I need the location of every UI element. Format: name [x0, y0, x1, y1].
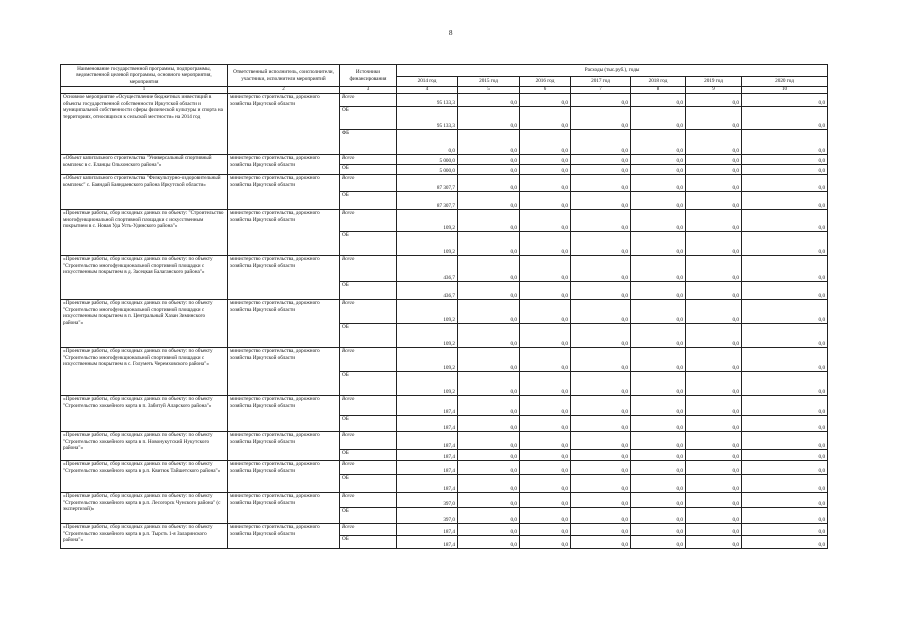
row-value: 0,0 [742, 450, 828, 461]
header-year: 2018 год [631, 77, 686, 87]
row-value: 0,0 [571, 396, 631, 416]
row-value: 0,0 [742, 524, 828, 536]
row-value: 0,0 [458, 416, 520, 432]
row-value: 0,0 [686, 493, 742, 508]
row-source: ОБ [340, 107, 397, 130]
row-value: 0,0 [686, 324, 742, 348]
row-value: 0,0 [631, 94, 686, 107]
column-number: 2 [228, 87, 340, 94]
row-value: 5 000,0 [397, 165, 458, 175]
row-value: 0,0 [520, 155, 571, 165]
row-value: 0,0 [631, 372, 686, 396]
row-value: 0,0 [520, 300, 571, 324]
row-value: 0,0 [631, 192, 686, 210]
header-year: 2016 год [520, 77, 571, 87]
row-value: 0,0 [742, 475, 828, 493]
row-value: 0,0 [686, 416, 742, 432]
row-value: 0,0 [458, 210, 520, 232]
row-value: 0,0 [520, 372, 571, 396]
row-value: 0,0 [742, 396, 828, 416]
row-value: 0,0 [631, 461, 686, 475]
row-value: 0,0 [742, 165, 828, 175]
header-year: 2014 год [397, 77, 458, 87]
row-value: 0,0 [631, 524, 686, 536]
row-value: 0,0 [742, 508, 828, 524]
row-value: 0,0 [458, 493, 520, 508]
column-number: 6 [520, 87, 571, 94]
row-value: 0,0 [520, 475, 571, 493]
row-value: 0,0 [631, 396, 686, 416]
row-value: 95 133,3 [397, 107, 458, 130]
row-value: 0,0 [520, 282, 571, 300]
table-row [61, 300, 828, 324]
column-number: 1 [61, 87, 228, 94]
row-value: 0,0 [571, 536, 631, 549]
row-source: Всего [340, 524, 397, 536]
row-value: 109,2 [397, 232, 458, 256]
row-value: 0,0 [571, 475, 631, 493]
header-source: Источники финансирования [340, 65, 397, 87]
row-value: 397,0 [397, 493, 458, 508]
row-name: «Объект капитального строительства "Физкультурно-оздоровительный комплекс" с. Баяндай Баяндаевского района Иркутской области» [61, 175, 228, 210]
row-value: 0,0 [458, 130, 520, 155]
row-value: 0,0 [742, 282, 828, 300]
row-value: 0,0 [631, 256, 686, 282]
row-value: 0,0 [571, 107, 631, 130]
row-value: 109,2 [397, 300, 458, 324]
row-value: 0,0 [631, 107, 686, 130]
row-value: 0,0 [686, 282, 742, 300]
row-value: 0,0 [631, 130, 686, 155]
row-value: 0,0 [742, 155, 828, 165]
row-value: 0,0 [742, 324, 828, 348]
row-value: 0,0 [631, 324, 686, 348]
row-source: Всего [340, 210, 397, 232]
row-value: 0,0 [631, 508, 686, 524]
row-value: 0,0 [458, 372, 520, 396]
column-number: 4 [397, 87, 458, 94]
column-number: 9 [686, 87, 742, 94]
row-value: 0,0 [742, 130, 828, 155]
row-executor: министерство строительства, дорожного хозяйства Иркутской области [228, 432, 340, 461]
row-value: 0,0 [520, 130, 571, 155]
row-value: 0,0 [571, 416, 631, 432]
row-name: «Проектные работы, сбор исходных данных по объекту: по объекту "Строительство многофункциональной спортивной площадки с искусственным покрытием в п. Центральный Хазан Зиминского района"» [61, 300, 228, 348]
row-source: Всего [340, 175, 397, 192]
row-source: ОБ [340, 372, 397, 396]
row-executor: министерство строительства, дорожного хозяйства Иркутской области [228, 300, 340, 348]
row-value: 0,0 [742, 416, 828, 432]
column-number: 3 [340, 87, 397, 94]
row-executor: министерство строительства, дорожного хозяйства Иркутской области [228, 348, 340, 396]
row-value: 0,0 [742, 256, 828, 282]
row-value: 0,0 [458, 94, 520, 107]
row-executor: министерство строительства, дорожного хозяйства Иркутской области [228, 175, 340, 210]
row-value: 0,0 [742, 348, 828, 372]
row-value: 0,0 [742, 94, 828, 107]
row-value: 0,0 [458, 524, 520, 536]
row-value: 0,0 [686, 232, 742, 256]
row-executor: министерство строительства, дорожного хозяйства Иркутской области [228, 210, 340, 256]
row-value: 0,0 [458, 155, 520, 165]
row-name: «Проектные работы, сбор исходных данных по объекту: по объекту "Строительство хоккейного корта в р.п. Лесогорск Чунского района" (с экспертизой)» [61, 493, 228, 524]
row-value: 0,0 [631, 493, 686, 508]
table-row [61, 432, 828, 450]
row-value: 0,0 [458, 508, 520, 524]
row-value: 0,0 [571, 324, 631, 348]
row-value: 187,4 [397, 416, 458, 432]
row-value: 0,0 [631, 155, 686, 165]
row-value: 0,0 [631, 232, 686, 256]
row-value: 0,0 [397, 130, 458, 155]
row-source: ОБ [340, 416, 397, 432]
row-value: 0,0 [571, 165, 631, 175]
row-value: 0,0 [571, 282, 631, 300]
row-value: 0,0 [686, 175, 742, 192]
table-row [61, 461, 828, 475]
row-value: 0,0 [458, 300, 520, 324]
row-value: 0,0 [742, 192, 828, 210]
row-value: 0,0 [458, 232, 520, 256]
row-value: 0,0 [631, 536, 686, 549]
row-name: «Проектные работы, сбор исходных данных по объекту: по объекту "Строительство хоккейного корта в р.п. Квитюк Тайшетского района"» [61, 461, 228, 493]
row-value: 109,2 [397, 348, 458, 372]
row-executor: министерство строительства, дорожного хозяйства Иркутской области [228, 524, 340, 549]
row-value: 0,0 [458, 461, 520, 475]
table-row [61, 175, 828, 192]
row-value: 87 307,7 [397, 192, 458, 210]
row-value: 0,0 [686, 348, 742, 372]
row-source: ФБ [340, 130, 397, 155]
row-value: 0,0 [520, 493, 571, 508]
header-year: 2020 год [742, 77, 828, 87]
row-value: 0,0 [742, 107, 828, 130]
row-value: 0,0 [571, 300, 631, 324]
row-value: 0,0 [520, 94, 571, 107]
row-value: 0,0 [520, 107, 571, 130]
row-value: 0,0 [520, 165, 571, 175]
row-value: 109,2 [397, 324, 458, 348]
row-value: 187,4 [397, 524, 458, 536]
row-value: 0,0 [520, 432, 571, 450]
row-executor: министерство строительства, дорожного хозяйства Иркутской области [228, 155, 340, 175]
row-value: 0,0 [571, 155, 631, 165]
row-executor: министерство строительства, дорожного хозяйства Иркутской области [228, 256, 340, 300]
row-value: 187,4 [397, 396, 458, 416]
table-row [61, 396, 828, 416]
table-row [61, 256, 828, 282]
row-value: 95 133,3 [397, 94, 458, 107]
row-name: «Объект капитального строительства "Универсальный спортивный комплекс в с. Еланцы Ольхонского района"» [61, 155, 228, 175]
row-value: 0,0 [571, 372, 631, 396]
row-value: 0,0 [571, 256, 631, 282]
row-value: 0,0 [458, 348, 520, 372]
row-value: 0,0 [686, 450, 742, 461]
row-value: 0,0 [458, 396, 520, 416]
row-value: 0,0 [631, 175, 686, 192]
row-source: Всего [340, 94, 397, 107]
row-value: 109,2 [397, 372, 458, 396]
row-value: 0,0 [458, 282, 520, 300]
row-value: 0,0 [520, 461, 571, 475]
row-name: «Проектные работы, сбор исходных данных по объекту: по объекту "Строительство хоккейного корта в п. Новонукутский Нукутского района"» [61, 432, 228, 461]
row-source: ОБ [340, 192, 397, 210]
row-value: 187,4 [397, 450, 458, 461]
row-name: «Проектные работы, сбор исходных данных по объекту: по объекту "Строительство хоккейного корта в п. Забитуй Аларского района"» [61, 396, 228, 432]
row-source: ОБ [340, 282, 397, 300]
row-value: 0,0 [458, 432, 520, 450]
row-value: 0,0 [520, 256, 571, 282]
column-number: 10 [742, 87, 828, 94]
row-value: 0,0 [742, 432, 828, 450]
row-value: 0,0 [458, 536, 520, 549]
row-value: 0,0 [631, 416, 686, 432]
row-value: 0,0 [571, 130, 631, 155]
row-name: «Проектные работы, сбор исходных данных по объекту: по объекту "Строительство многофункциональной спортивной площадки с искусственным покрытием в с. Голуметь Черемховского района"» [61, 348, 228, 396]
row-value: 0,0 [571, 210, 631, 232]
row-source: Всего [340, 348, 397, 372]
row-name: Основное мероприятие «Осуществление бюджетных инвестиций в объекты государственной собственности Иркутской области и муниципальной собственности сферы физической культуры и спорта на территориях, относящихся к сельской местности» на 2014 год [61, 94, 228, 155]
row-value: 0,0 [686, 155, 742, 165]
row-value: 0,0 [686, 210, 742, 232]
row-source: Всего [340, 300, 397, 324]
row-source: ОБ [340, 450, 397, 461]
row-value: 0,0 [686, 107, 742, 130]
row-value: 187,4 [397, 536, 458, 549]
row-value: 0,0 [520, 175, 571, 192]
row-value: 0,0 [571, 94, 631, 107]
table-header [61, 65, 828, 94]
column-number: 7 [571, 87, 631, 94]
row-value: 0,0 [520, 416, 571, 432]
table-row [61, 210, 828, 232]
row-value: 0,0 [742, 232, 828, 256]
header-name: Наименование государственной программы, подпрограммы, ведомственной целевой программы, основного мероприятия, мероприятия [61, 65, 228, 87]
row-source: ОБ [340, 324, 397, 348]
row-value: 0,0 [571, 175, 631, 192]
row-value: 187,4 [397, 432, 458, 450]
table-row [61, 493, 828, 508]
header-executor: Ответственный исполнитель, соисполнители, участники, исполнители мероприятий [228, 65, 340, 87]
row-value: 0,0 [631, 475, 686, 493]
row-value: 0,0 [571, 450, 631, 461]
row-value: 0,0 [686, 461, 742, 475]
row-value: 0,0 [571, 232, 631, 256]
row-value: 0,0 [458, 107, 520, 130]
row-name: «Проектные работы, сбор исходных данных по объекту: по объекту "Строительство многофункциональной спортивной площадки с искусственным покрытием в д. Засецкая Балаганского района"» [61, 256, 228, 300]
row-value: 0,0 [686, 192, 742, 210]
row-value: 397,0 [397, 508, 458, 524]
header-year: 2017 год [571, 77, 631, 87]
row-value: 0,0 [520, 450, 571, 461]
row-value: 0,0 [686, 396, 742, 416]
row-value: 0,0 [686, 130, 742, 155]
row-source: ОБ [340, 475, 397, 493]
row-executor: министерство строительства, дорожного хозяйства Иркутской области [228, 493, 340, 524]
row-executor: министерство строительства, дорожного хозяйства Иркутской области [228, 461, 340, 493]
row-value: 0,0 [631, 450, 686, 461]
row-value: 0,0 [571, 461, 631, 475]
column-number: 8 [631, 87, 686, 94]
row-value: 0,0 [520, 348, 571, 372]
row-value: 0,0 [631, 165, 686, 175]
row-executor: министерство строительства, дорожного хозяйства Иркутской области [228, 94, 340, 155]
header-year: 2015 год [458, 77, 520, 87]
row-value: 0,0 [458, 175, 520, 192]
row-value: 0,0 [571, 493, 631, 508]
row-value: 0,0 [742, 372, 828, 396]
row-executor: министерство строительства, дорожного хозяйства Иркутской области [228, 396, 340, 432]
row-value: 0,0 [742, 461, 828, 475]
row-value: 0,0 [520, 324, 571, 348]
row-value: 0,0 [631, 282, 686, 300]
row-value: 0,0 [571, 432, 631, 450]
row-value: 0,0 [742, 300, 828, 324]
row-name: «Проектные работы, сбор исходных данных по объекту: по объекту "Строительство хоккейного корта в р.п. Тырсть 1-я Заларинского района"» [61, 524, 228, 549]
table-body [61, 94, 828, 549]
row-value: 0,0 [686, 508, 742, 524]
row-value: 0,0 [520, 192, 571, 210]
row-value: 109,2 [397, 210, 458, 232]
row-source: Всего [340, 432, 397, 450]
row-source: Всего [340, 396, 397, 416]
row-value: 436,7 [397, 256, 458, 282]
row-value: 0,0 [520, 210, 571, 232]
table-row [61, 524, 828, 536]
row-value: 5 000,0 [397, 155, 458, 165]
row-source: Всего [340, 493, 397, 508]
row-value: 87 307,7 [397, 175, 458, 192]
row-value: 0,0 [458, 450, 520, 461]
row-value: 0,0 [571, 508, 631, 524]
budget-table [60, 64, 828, 549]
row-value: 0,0 [742, 210, 828, 232]
header-year: 2019 год [686, 77, 742, 87]
row-value: 0,0 [742, 493, 828, 508]
row-value: 0,0 [686, 300, 742, 324]
row-value: 0,0 [458, 192, 520, 210]
row-value: 0,0 [742, 175, 828, 192]
row-value: 0,0 [631, 210, 686, 232]
row-value: 0,0 [520, 508, 571, 524]
row-source: Всего [340, 461, 397, 475]
row-value: 0,0 [631, 300, 686, 324]
row-value: 0,0 [686, 432, 742, 450]
row-value: 0,0 [458, 256, 520, 282]
row-value: 0,0 [742, 536, 828, 549]
row-value: 0,0 [686, 372, 742, 396]
row-value: 0,0 [686, 524, 742, 536]
row-value: 0,0 [571, 348, 631, 372]
row-value: 0,0 [631, 432, 686, 450]
column-number: 5 [458, 87, 520, 94]
row-value: 187,4 [397, 461, 458, 475]
row-source: Всего [340, 155, 397, 165]
row-value: 0,0 [458, 475, 520, 493]
row-value: 0,0 [458, 165, 520, 175]
row-value: 0,0 [686, 94, 742, 107]
row-value: 0,0 [520, 232, 571, 256]
row-value: 0,0 [520, 396, 571, 416]
row-value: 0,0 [686, 165, 742, 175]
row-value: 436,7 [397, 282, 458, 300]
row-value: 0,0 [686, 256, 742, 282]
row-value: 0,0 [631, 348, 686, 372]
table-row [61, 155, 828, 165]
row-source: Всего [340, 256, 397, 282]
row-value: 0,0 [686, 475, 742, 493]
table-row [61, 94, 828, 107]
row-source: ОБ [340, 508, 397, 524]
page-number: 8 [449, 29, 453, 37]
row-value: 0,0 [571, 524, 631, 536]
header-expenses: Расходы (тыс.руб.), годы [397, 65, 828, 77]
row-source: ОБ [340, 165, 397, 175]
row-value: 0,0 [458, 324, 520, 348]
row-value: 0,0 [520, 524, 571, 536]
row-value: 0,0 [571, 192, 631, 210]
row-value: 0,0 [686, 536, 742, 549]
row-name: «Проектные работы, сбор исходных данных по объекту: "Строительство многофункциональной спортивной площадки с искусственным покрытием в с. Новая Уда Усть-Удинского района"» [61, 210, 228, 256]
row-value: 0,0 [520, 536, 571, 549]
row-source: ОБ [340, 232, 397, 256]
row-source: ОБ [340, 536, 397, 549]
row-value: 187,4 [397, 475, 458, 493]
table-row [61, 348, 828, 372]
